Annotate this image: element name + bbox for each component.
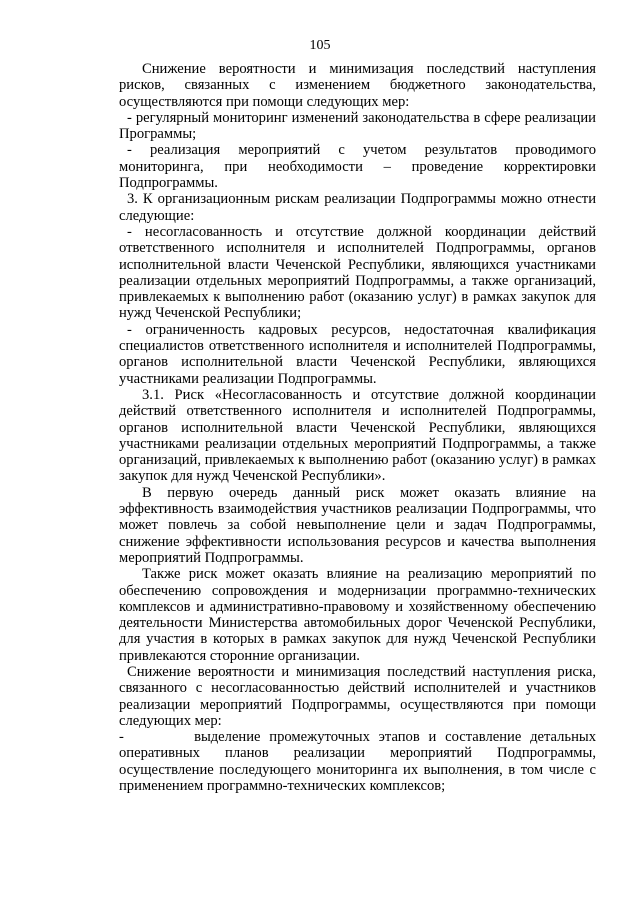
list-dash: - [119, 729, 124, 746]
paragraph-coordination-mitigation: Снижение вероятности и минимизация последствий наступления риска, связанного с несогласованностью действий исполнителей и участников реализации мероприятий Подпрограммы, осуществляются при помощи следующих мер: [119, 663, 596, 729]
list-item-implementation: - реализация мероприятий с учетом результатов проводимого мониторинга, при необходимости – проведение корректировки Подпрограммы. [119, 142, 596, 192]
document-body [119, 61, 596, 794]
page-number: 105 [309, 38, 331, 53]
paragraph-risk-3-1: 3.1. Риск «Несогласованность и отсутствие должной координации действий ответственного исполнителя и исполнителей Подпрограммы, органов исполнительной власти Чеченской Республики, являющихся участниками реализации отдельных мероприятий Подпрограммы, а также организаций, привлекаемых к выполнению работ (оказанию услуг) в рамках закупок для нужд Чеченской Республики». [119, 386, 596, 485]
list-item-personnel: - ограниченность кадровых ресурсов, недостаточная квалификация специалистов ответственного исполнителя и исполнителей Подпрограммы, органов исполнительной власти Чеченской Республики, являющихся участниками реализации Подпрограммы. [119, 321, 596, 387]
paragraph-organizational-risks: 3. К организационным рискам реализации Подпрограммы можно отнести следующие: [119, 191, 596, 224]
list-item-intermediate-stages [119, 729, 596, 794]
paragraph-additional-impact: Также риск может оказать влияние на реализацию мероприятий по обеспечению сопровождения и модернизации программно-технических комплексов и административно-правовому и хозяйственному обеспечению деятельности Министерства автомобильных дорог Чеченской Республики, для участия в которых в рамках закупок для нужд Чеченской Республики привлекаются сторонние организации. [119, 566, 596, 664]
paragraph-budget-risk-mitigation: Снижение вероятности и минимизация последствий наступления рисков, связанных с изменением бюджетного законодательства, осуществляются при помощи следующих мер: [119, 61, 596, 110]
list-item-text: выделение промежуточных этапов и составление детальных оперативных планов реализации мероприятий Подпрограммы, осуществление последующего мониторинга их выполнения, в том числе с применением программно-технических комплексов; [119, 729, 596, 795]
paragraph-first-order-impact: В первую очередь данный риск может оказать влияние на эффективность взаимодействия участников реализации Подпрограммы, что может повлечь за собой невыполнение цели и задач Подпрограммы, снижение эффективности использования ресурсов и качества выполнения мероприятий Подпрограммы. [119, 484, 596, 566]
list-item-coordination: - несогласованность и отсутствие должной координации действий ответственного исполнителя и исполнителей Подпрограммы, органов исполнительной власти Чеченской Республики, являющихся участниками реализации отдельных мероприятий Подпрограммы, а также организаций, привлекаемых к выполнению работ (оказанию услуг) в рамках закупок для нужд Чеченской Республики; [119, 223, 596, 322]
list-item-monitoring: - регулярный мониторинг изменений законодательства в сфере реализации Программы; [119, 109, 596, 143]
